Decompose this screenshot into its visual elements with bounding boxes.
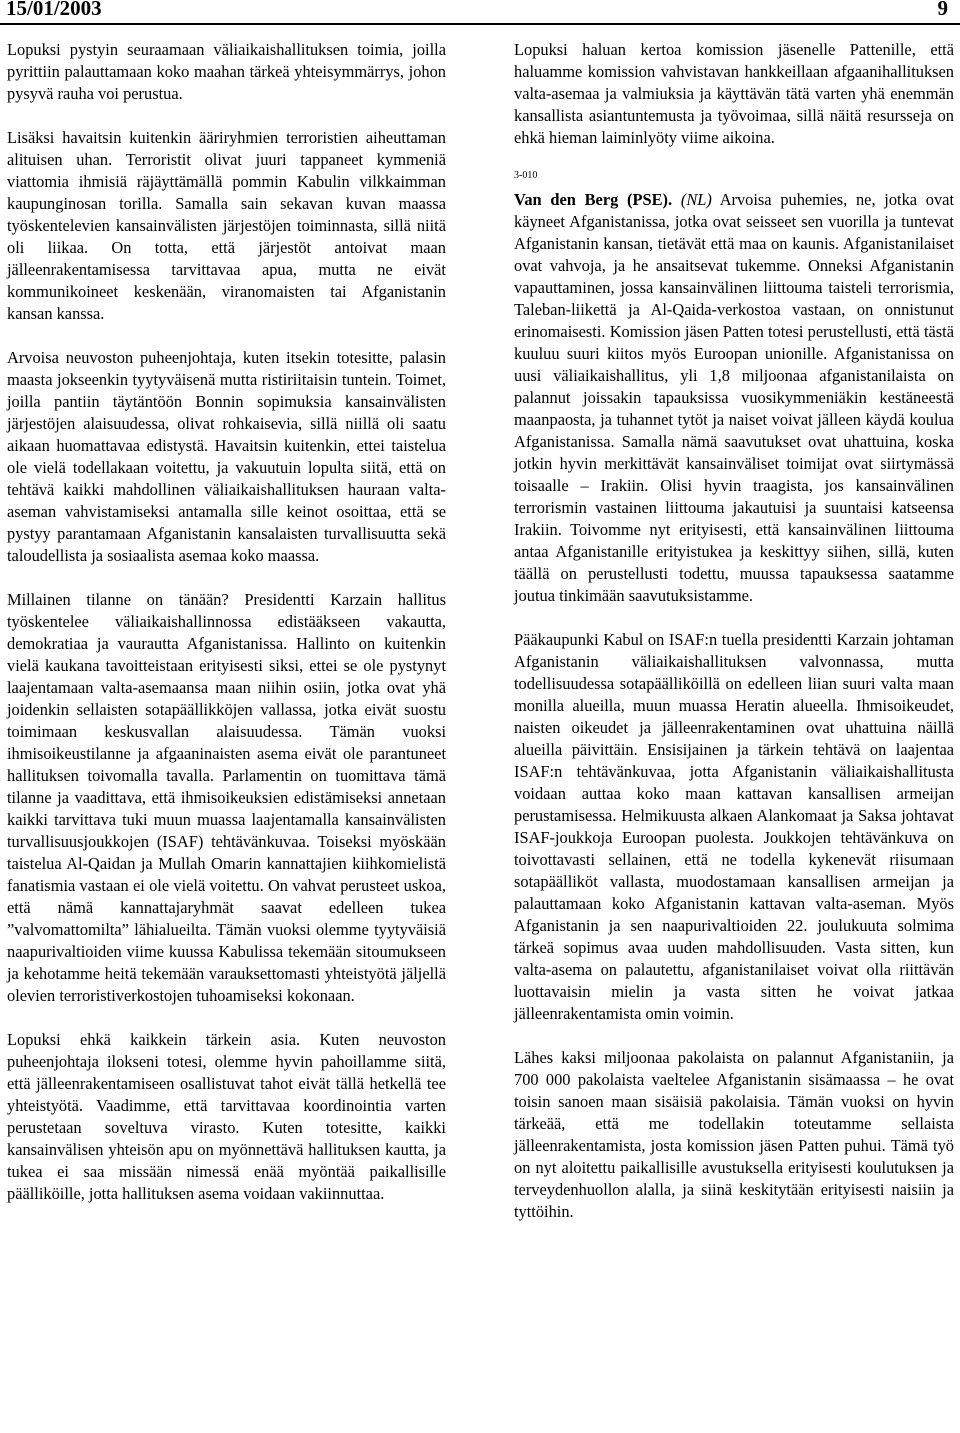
speech-text: Arvoisa puhemies, ne, jotka ovat käyneet Afganistanissa, jotka ovat seisseet sen vuorilla ja tuntevat Afganistanin kansan, tietävät että maa on kaunis. Afganistanilaiset ovat vahvoja, ja he ansaitsevat tukemme. Onneksi Afganistanin vapauttaminen, jossa kansainvälinen liittouma taisteli terrorismia, Taleban-liikettä ja Al-Qaida-verkostoa vastaan, on onnistunut erinomaisesti. Komission jäsen Patten totesi perustellusti, että tästä kuuluu suuri kiitos myös Euroopan unionille. Afganistanissa on uusi väliaikaishallitus, yli 1,8 miljoonaa afganistanilaista on palannut joissakin tapauksissa vuosikymmeniäkin kestäneestä maanpaosta, ja tuhannet tytöt ja naiset voivat jälleen käydä koulua Afganistanissa. Samalla nämä saavutukset ovat uhattuina, koska jotkin hyvin merkittävät kansainväliset toimijat ovat siirtymässä toisaalle – Irakiin. Olisi hyvin traagista, jos kansainvälinen terrorismin vastainen liittouma jakautuisi ja suuntaisi katseensa Irakiin. Toivomme nyt erityisesti, että kansainvälinen liittouma antaa Afganistanille erityistukea ja keskittyy siihen, sillä, kuten täällä on perustellusti todettu, muussa tapauksessa saatamme joutua tinkimään saavutuksistamme. — [514, 190, 955, 605]
paragraph: Lopuksi ehkä kaikkein tärkein asia. Kuten neuvoston puheenjohtaja ilokseni totesi, olemme hyvin pahoillamme siitä, että jälleenrakentamiseen osallistuvat tahot eivät tällä hetkellä tee yhteistyötä. Vaadimme, että tarvittavaa koordinointia varten perustetaan soveltuva virasto. Kuten totesitte, kaikki kansainvälisen yhteisön apu on myönnettävä hallituksen kautta, ja tukea ei saa missään nimessä enää myöntää paikallisille päälliköille, jotta hallituksen asema voidaan vakiinnuttaa. — [7, 1030, 446, 1203]
paragraph: Lopuksi pystyin seuraamaan väliaikaishallituksen toimia, joilla pyrittiin palauttamaan koko maahan tärkeä yhteisymmärrys, johon pysyvä rauha voi perustua. — [7, 40, 446, 103]
header-rule — [0, 23, 960, 25]
header-date: 15/01/2003 — [6, 0, 102, 20]
page-number: 9 — [937, 0, 948, 20]
paragraph: Arvoisa neuvoston puheenjohtaja, kuten itsekin totesitte, palasin maasta jokseenkin tyytyväisenä mutta ristiriitaisin tuntein. Toimet, joilla pantiin täytäntöön Bonnin sopimuksia kansainvälisten järjestöjen alaisuudessa, olivat rohkaisevia, sillä niillä oli saatu aikaan huomattavaa edistystä. Havaitsin kuitenkin, ettei taistelua ole vielä todellakaan voitettu, ja vakuutuin lopulta siitä, että on tehtävä kaikki mahdollinen väliaikaishallituksen hauraan valta-aseman vahvistamiseksi antamalla sille keinot osoittaa, että se pystyy parantamaan Afganistanin kansalaisten turvallisuutta sekä taloudellista ja sosiaalista asemaa koko maassa. — [7, 348, 446, 565]
language-tag: (NL) — [680, 190, 712, 209]
speech-paragraph — [514, 189, 954, 607]
paragraph: Lisäksi havaitsin kuitenkin ääriryhmien terroristien aiheuttaman alituisen uhan. Terroristit olivat juuri tappaneet kymmeniä viattomia ihmisiä räjäyttämällä pommin Kabulin vilkkaimman kaupunginosan torilla. Samalla sain sekavan kuvan maassa työskentelevien kansainvälisten järjestöjen toiminnasta, sillä niitä oli liikaa. On totta, että järjestöt antoivat maan jälleenrakentamisessa tarvittavaa apua, mutta ne eivät kommunikoineet keskenään, viranomaisten tai Afganistanin kansan kanssa. — [7, 128, 446, 323]
speaker-name: Van den Berg (PSE). — [514, 190, 673, 209]
item-number: 3-010 — [514, 170, 538, 181]
left-column — [7, 39, 446, 1227]
paragraph: Millainen tilanne on tänään? Presidentti Karzain hallitus työskentelee väliaikaishallinnossa edistääkseen vakautta, demokratiaa ja vaurautta Afganistanissa. Hallinto on kuitenkin vielä kaukana tavoitteistaan erityisesti siksi, ettei se ole pystynyt laajentamaan valta-asemaansa maan niihin osiin, jotka ovat yhä joidenkin sellaisten sotapäällikköjen vallassa, jotka eivät suostu toimimaan keskusvallan alaisuudessa. Tämän vuoksi ihmisoikeustilanne ja afgaaninaisten asema eivät ole parantuneet hallituksen toivomalla tavalla. Parlamentin on tuomittava tämä tilanne ja vaadittava, että ihmisoikeuksien edistämiseksi annetaan kaikki tarvittava tuki muun muassa laajentamalla kansainvälisten turvallisuusjoukkojen (ISAF) tehtävänkuvaa. Toiseksi myöskään taistelua Al-Qaidan ja Mullah Omarin kannattajien kiihkomielistä fanatismia vastaan ei ole vielä voitettu. On vahvat perusteet uskoa, että nämä kannattajaryhmät saavat edelleen tukea ”valvomattomilta” lähialueilta. Tämän vuoksi olemme tyytyväisiä naapurivaltioiden viime kuussa Kabulissa tekemään sitoumukseen ja kehotamme heitä tekemään varauksettomasti yhteistyötä jäljellä olevien terroristiverkostojen tuhoamiseksi kokonaan. — [7, 590, 446, 1005]
right-column — [514, 39, 954, 1245]
paragraph: Lähes kaksi miljoonaa pakolaista on palannut Afganistaniin, ja 700 000 pakolaista vaeltelee Afganistanin sisämaassa – he ovat toisin sanoen maan sisäisiä pakolaisia. Tämän vuoksi on hyvin tärkeää, että me todellakin toteutamme sellaista jälleenrakentamista, josta komission jäsen Patten puhui. Tämä työ on nyt aloitettu paikallisille avustuksella erityisesti koulutuksen ja terveydenhuollon alalla, ja siinä keskitytään erityisesti naisiin ja tyttöihin. — [514, 1048, 954, 1221]
paragraph: Pääkaupunki Kabul on ISAF:n tuella presidentti Karzain johtaman Afganistanin väliaikaishallituksen valvonnassa, mutta todellisuudessa sotapäälliköillä on edelleen liian suuri valta maan monilla alueilla, muun muassa Heratin alueella. Ihmisoikeudet, naisten oikeudet ja jälleenrakentaminen ovat uhattuina näillä alueilla päivittäin. Ensisijainen ja tärkein tehtävä on laajentaa ISAF:n tehtävänkuvaa, jotta Afganistanin väliaikaishallitusta voidaan auttaa koko maan kattavan kansallisen armeijan perustamisessa. Helmikuusta alkaen Alankomaat ja Saksa johtavat ISAF-joukkoja Euroopan puolesta. Joukkojen tehtävänkuva on toivottavasti sellainen, että ne todella kykenevät riisumaan sotapäälliköt vallasta, muodostamaan kansallisen armeijan ja palauttamaan koko Afganistanin kattavan valta-aseman. Myös Afganistanin ja sen naapurivaltioiden 22. joulukuuta solmima tärkeä sopimus avaa uuden mahdollisuuden. Vasta sitten, kun valta-asema on palautettu, afganistanilaiset voivat olla riittävän luottavaisin mielin ja vasta sitten he voivat jatkaa jälleenrakentamista omin voimin. — [514, 630, 954, 1023]
paragraph: Lopuksi haluan kertoa komission jäsenelle Pattenille, että haluamme komission vahvistavan hankkeillaan afgaanihallituksen valta-asemaa ja valmiuksia ja käyttävän tätä varten yhä enemmän kansallista asiantuntemusta ja työvoimaa, sillä näitä resursseja on ehkä hieman laiminlyöty viime aikoina. — [514, 40, 954, 147]
page-header — [0, 0, 960, 22]
